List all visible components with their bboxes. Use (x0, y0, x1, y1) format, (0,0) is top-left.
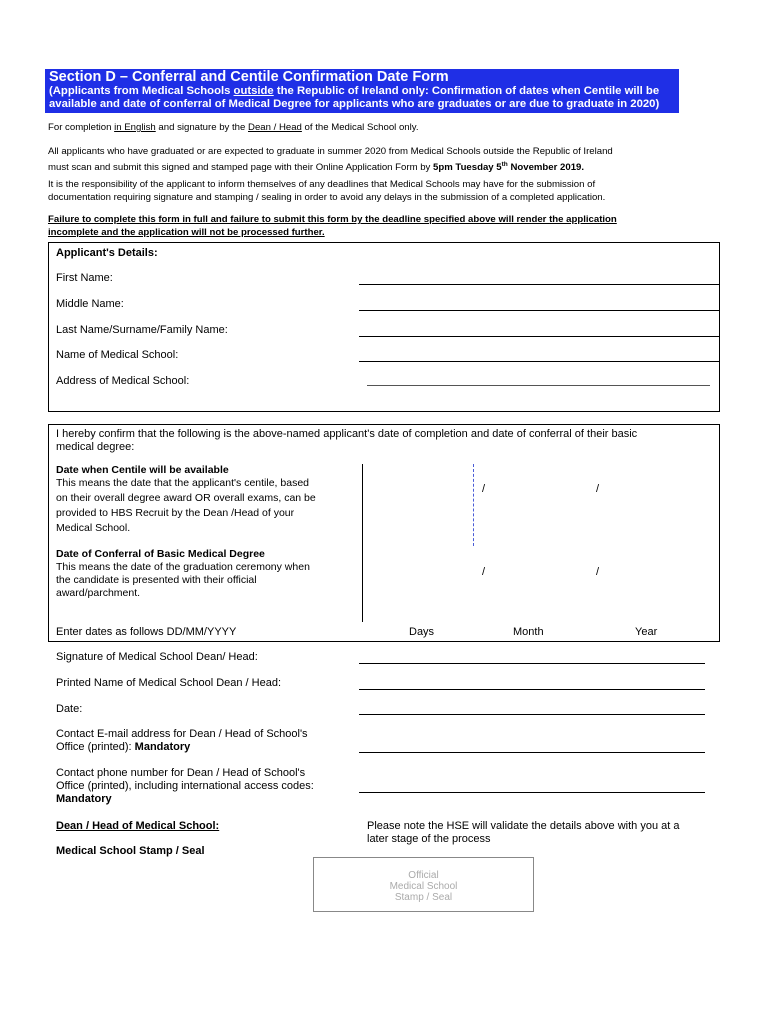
centile-date-box[interactable] (362, 464, 474, 546)
intro-text: of the Medical School only. (301, 122, 419, 133)
intro-english: in English (114, 122, 156, 133)
intro-text: and signature by the (155, 122, 249, 133)
centile-section (56, 464, 316, 535)
centile-title: Date when Centile will be available (56, 464, 229, 476)
school-address-field[interactable] (367, 385, 710, 386)
email-label-line1: Contact E-mail address for Dean / Head of School's (56, 728, 308, 740)
phone-label-line2: Office (printed), including international access codes: (56, 780, 314, 792)
intro-responsibility-line2: documentation requiring signature and stamping / sealing in order to avoid any delays in the submission of a completed application. (48, 191, 606, 203)
year-label: Year (635, 626, 658, 638)
centile-date-separator: / (596, 483, 600, 495)
stamp-seal-box[interactable] (313, 857, 534, 912)
subtitle-part-b: the Republic of Ireland only: Confirmation of dates when Centile will be (273, 85, 660, 97)
deadline-text-end: November 2019. (507, 161, 585, 173)
mandatory-flag: Mandatory (56, 793, 112, 805)
section-header (45, 69, 679, 113)
confirmation-line2: medical degree: (56, 441, 135, 453)
subtitle-part-a: (Applicants from Medical Schools (49, 85, 234, 97)
first-name-label: First Name: (56, 272, 113, 284)
printed-name-field[interactable] (359, 689, 705, 690)
conferral-desc-line: This means the date of the graduation ceremony when (56, 561, 310, 573)
conferral-desc-line: the candidate is presented with their official (56, 574, 257, 586)
hse-note-line2: later stage of the process (367, 833, 491, 845)
school-address-label: Address of Medical School: (56, 375, 190, 387)
last-name-field[interactable] (359, 336, 720, 337)
centile-date-separator: / (482, 483, 486, 495)
stamp-label: Medical School Stamp / Seal (56, 845, 205, 857)
intro-submission (48, 146, 613, 174)
applicant-details-heading: Applicant's Details: (56, 247, 158, 259)
centile-desc-line: on their overall degree award OR overall exams, can be (56, 492, 316, 504)
intro-dean-head: Dean / Head (248, 122, 302, 133)
intro-responsibility (48, 179, 605, 204)
school-name-label: Name of Medical School: (56, 349, 179, 361)
deadline-sup: th (501, 160, 508, 168)
section-subtitle (49, 85, 659, 111)
seal-text: Medical School (389, 881, 458, 892)
middle-name-label: Middle Name: (56, 298, 124, 310)
subtitle-line-2: available and date of conferral of Medical Degree for applicants who are graduates or are due to graduate in 2020) (49, 98, 660, 110)
confirmation-statement (56, 428, 637, 454)
conferral-date-separator: / (482, 566, 486, 578)
subtitle-outside: outside (233, 85, 274, 97)
conferral-title: Date of Conferral of Basic Medical Degree (56, 548, 265, 560)
mandatory-flag: Mandatory (134, 741, 191, 753)
email-label-line2: Office (printed): (56, 741, 135, 753)
middle-name-field[interactable] (359, 310, 720, 311)
confirmation-line1: I hereby confirm that the following is the above-named applicant's date of completion and date of conferral of their basic (56, 428, 638, 440)
first-name-field[interactable] (359, 284, 720, 285)
date-field[interactable] (359, 714, 705, 715)
intro-text: For completion (48, 122, 115, 133)
phone-label (56, 767, 314, 806)
conferral-section (56, 548, 310, 600)
intro-submission-line2 (48, 159, 613, 175)
intro-text: must scan and submit this signed and stamped page with their Online Application Form by (48, 161, 434, 173)
days-label: Days (409, 626, 435, 638)
centile-desc-line: provided to HBS Recruit by the Dean /Head of your (56, 507, 295, 519)
intro-responsibility-line1: It is the responsibility of the applicant to inform themselves of any deadlines that Medical Schools may have for the submission of (48, 179, 596, 190)
email-label (56, 728, 308, 754)
last-name-label: Last Name/Surname/Family Name: (56, 324, 228, 336)
centile-desc-line: Medical School. (56, 522, 131, 534)
conferral-date-box[interactable] (362, 546, 363, 622)
printed-name-label: Printed Name of Medical School Dean / Head: (56, 677, 282, 689)
section-title: Section D – Conferral and Centile Confirmation Date Form (49, 69, 449, 85)
failure-warning-line2: incomplete and the application will not be processed further. (48, 226, 325, 238)
signature-label: Signature of Medical School Dean/ Head: (56, 651, 258, 663)
conferral-desc-line: award/parchment. (56, 587, 141, 599)
seal-text: Stamp / Seal (394, 892, 453, 903)
centile-desc-line: This means the date that the applicant's centile, based (56, 477, 309, 489)
phone-label-line1: Contact phone number for Dean / Head of School's (56, 767, 306, 779)
month-label: Month (513, 626, 544, 638)
failure-warning-line1: Failure to complete this form in full and failure to submit this form by the deadline specified above will render the application (48, 214, 617, 225)
dean-head-label: Dean / Head of Medical School: (56, 820, 220, 832)
conferral-date-separator: / (596, 566, 600, 578)
school-name-field[interactable] (359, 361, 720, 362)
intro-completion (48, 122, 419, 135)
email-field[interactable] (359, 752, 705, 753)
hse-note (367, 820, 679, 846)
hse-note-line1: Please note the HSE will validate the details above with you at a (367, 820, 680, 832)
signature-field[interactable] (359, 663, 705, 664)
deadline-text: 5pm Tuesday 5 (433, 161, 502, 173)
intro-submission-line1: All applicants who have graduated or are expected to graduate in summer 2020 from Medical Schools outside the Republic of Ireland (48, 146, 613, 157)
date-label: Date: (56, 703, 83, 715)
phone-field[interactable] (359, 792, 705, 793)
date-format-label: Enter dates as follows DD/MM/YYYY (56, 626, 237, 638)
seal-text: Official (408, 870, 439, 881)
failure-warning (48, 214, 617, 239)
